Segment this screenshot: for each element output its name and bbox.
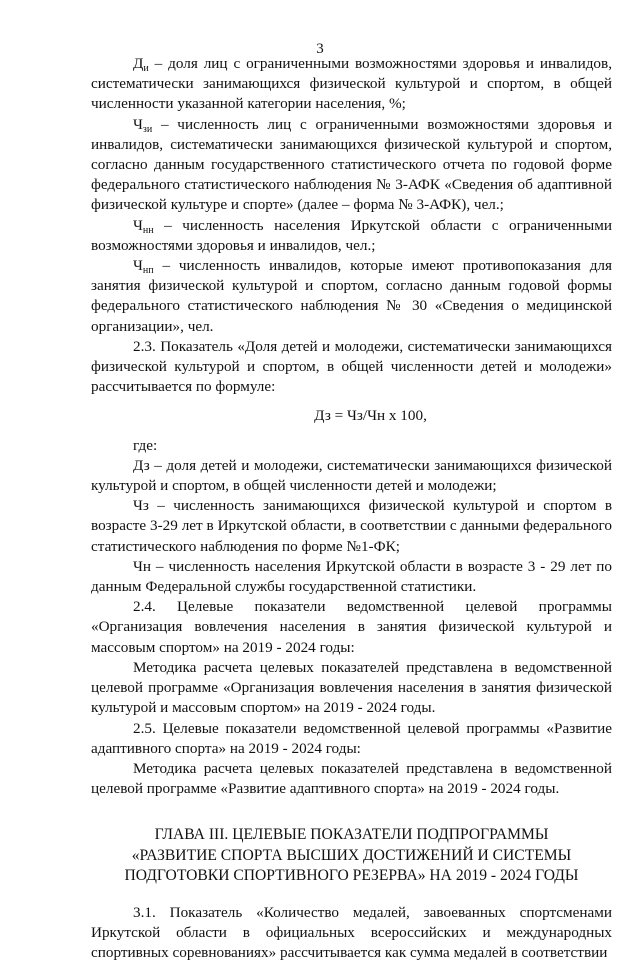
heading-line-1: ГЛАВА III. ЦЕЛЕВЫЕ ПОКАЗАТЕЛИ ПОДПРОГРАММЫ xyxy=(154,826,549,844)
formula: Дз = Чз/Чн х 100, xyxy=(314,407,427,425)
definition-di: $Д_и$ – доля лиц с ограниченными возможностями здоровья и инвалидов, систематически занимающихся физической культурой и спортом, в общей численности указанной категории населения, %; xyxy=(91,55,612,113)
definition-chn: Чн – численность населения Иркутской области в возрасте 3 - 29 лет по данным Федеральной службы государственной статистики. xyxy=(91,557,612,596)
definition-chz: Чз – численность занимающихся физической культурой и спортом в возрасте 3-29 лет в Иркутской области, в соответствии с данными федерального статистического наблюдения по форме №1-ФК; xyxy=(91,497,612,555)
definition-dz: Дз – доля детей и молодежи, систематически занимающихся физической культурой и спортом, в общей численности детей и молодежи; xyxy=(91,456,612,495)
paragraph-2-3: 2.3. Показатель «Доля детей и молодежи, систематически занимающихся физической культурой и спортом, в общей численности детей и молодежи» рассчитывается по формуле: xyxy=(91,337,612,396)
paragraph-2-5: 2.5. Целевые показатели ведомственной целевой программы «Развитие адаптивного спорта» на 2019 - 2024 годы: xyxy=(91,719,612,757)
paragraph-method-2: Методика расчета целевых показателей представлена в ведомственной целевой программе «Развитие адаптивного спорта» на 2019 - 2024 годы. xyxy=(91,759,612,798)
heading-line-3: ПОДГОТОВКИ СПОРТИВНОГО РЕЗЕРВА» НА 2019 - 2024 ГОДЫ xyxy=(124,867,579,885)
document-body xyxy=(91,54,612,963)
definition-chnp: $Ч_{нп}$ – численность инвалидов, которые имеют противопоказания для занятия физической культурой и спортом, согласно данным годовой формы федерального статистического наблюдения № 30 «Сведения о медицинской организации», чел. xyxy=(91,257,612,335)
chapter-heading xyxy=(91,825,612,887)
paragraph-3-1: 3.1. Показатель «Количество медалей, завоеванных спортсменами Иркутской области в официальных всероссийских и международных спортивных соревнованиях» рассчитывается как сумма медалей в соответствии xyxy=(91,903,612,962)
definition-chnn: $Ч_{нн}$ – численность населения Иркутской области с ограниченными возможностями здоровья и инвалидов, чел.; xyxy=(91,216,612,254)
paragraph-2-4: 2.4. Целевые показатели ведомственной целевой программы «Организация вовлечения населения в занятия физической культурой и массовым спортом» на 2019 - 2024 годы: xyxy=(91,598,612,656)
page-number: 3 xyxy=(316,41,324,57)
heading-line-2: «РАЗВИТИЕ СПОРТА ВЫСШИХ ДОСТИЖЕНИЙ И СИСТЕМЫ xyxy=(131,846,572,864)
where-label: где: xyxy=(133,436,158,454)
paragraph-method-1: Методика расчета целевых показателей представлена в ведомственной целевой программе «Организация вовлечения населения в занятия физической культурой и массовым спортом» на 2019 - 2024 годы. xyxy=(91,658,612,717)
definition-chzi: $Ч_{зи}$ – численность лиц с ограниченными возможностями здоровья и инвалидов, систематически занимающихся физической культурой и спортом, согласно данным государственного статистического отчета по годовой форме федерального статистического наблюдения № 3-АФК «Сведения об адаптивной физической культуре и спорте» (далее – форма № 3-АФК), чел.; xyxy=(91,115,612,214)
